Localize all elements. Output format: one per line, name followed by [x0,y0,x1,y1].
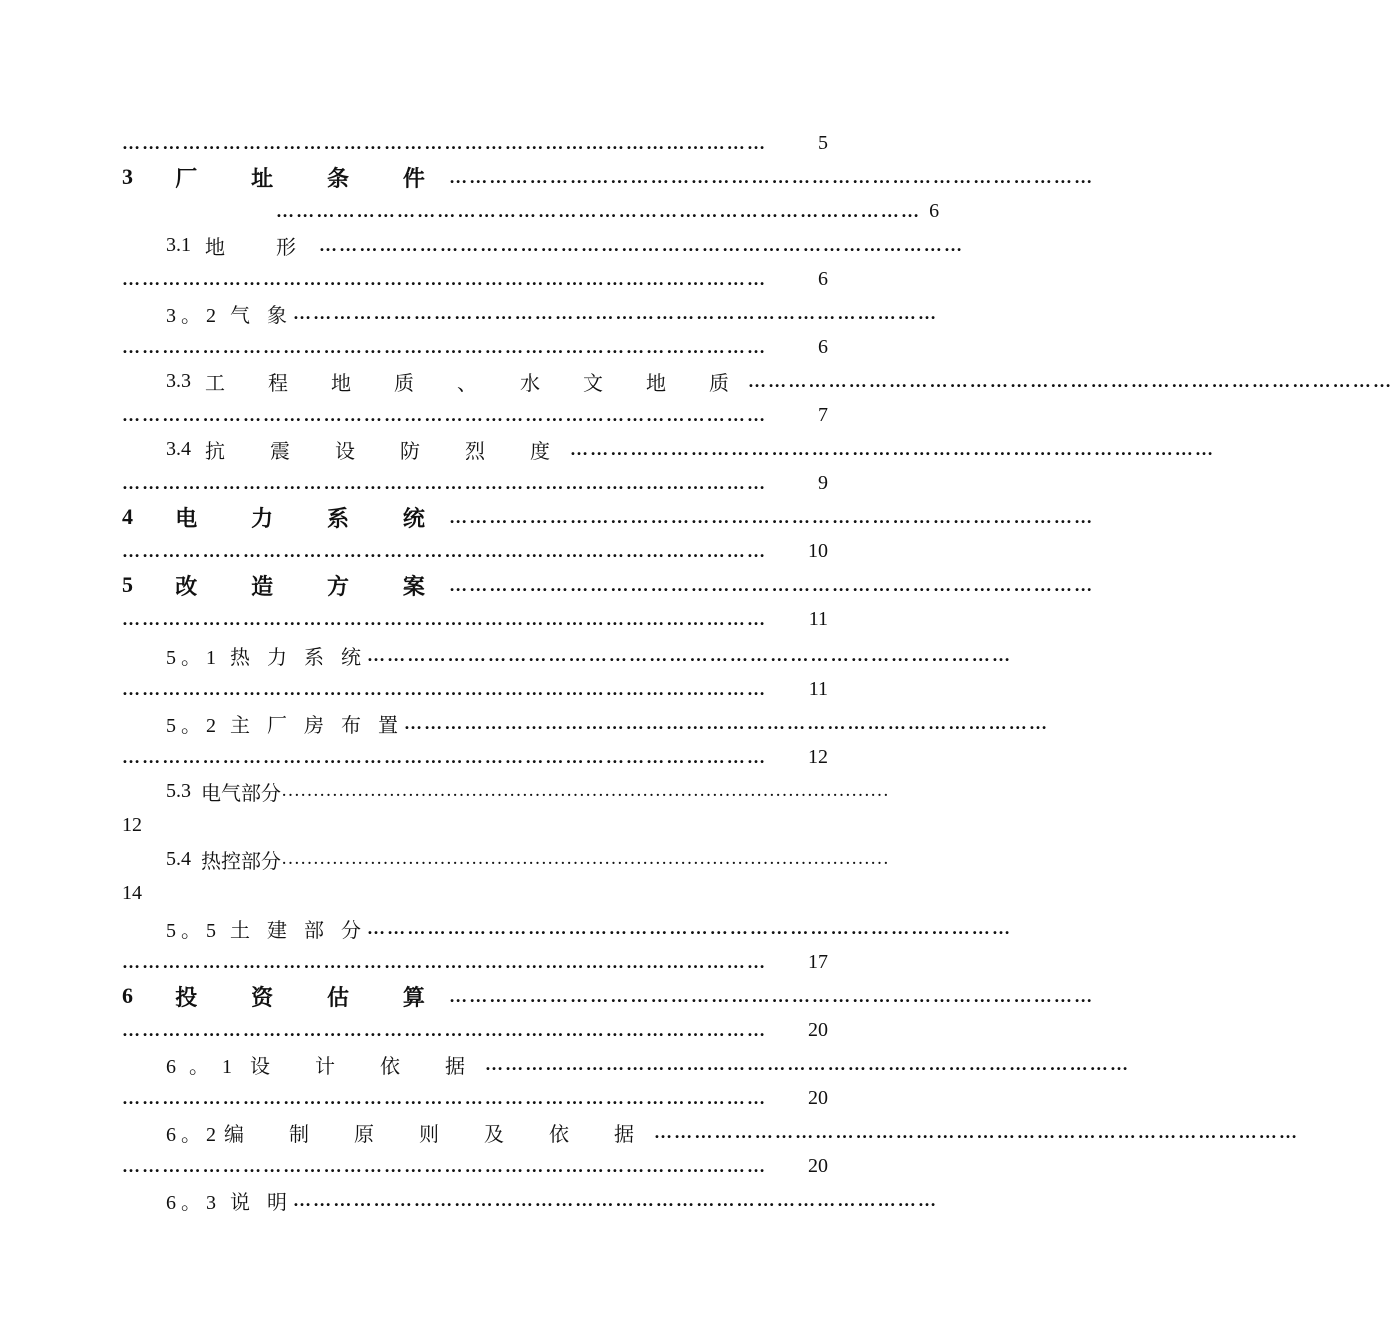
section-title: 热控部分 [201,850,281,873]
section-number: 6 。 2 [166,1123,216,1146]
dot-leader: …………………………………………………………………………………… [654,1121,1300,1142]
section-title: 设 计 依 据 [250,1055,485,1078]
dot-leader: …………………………………………………………………………………… [748,370,1393,391]
dot-leader: …………………………………………………………………………………… [122,608,768,629]
section-title: 编 制 原 则 及 依 据 [224,1123,654,1146]
dot-leader: …………………………………………………………………………………… [122,540,768,561]
toc-continuation-line [122,674,828,704]
section-title: 土 建 部 分 [230,919,367,942]
toc-continuation-line [122,1151,828,1181]
page-number: 6 [929,199,940,222]
toc-entry-3-2[interactable] [166,298,939,328]
toc-continuation-line [122,128,828,158]
page-number: 17 [808,950,828,973]
dot-leader: …………………………………………………………………………………… [485,1053,1131,1074]
section-title: 主 厂 房 布 置 [230,714,404,737]
page-number: 7 [818,403,828,426]
page-number: 20 [808,1086,828,1109]
section-title: 工 程 地 质 、 水 文 地 质 [205,372,748,395]
toc-entry-3-1[interactable] [166,230,965,260]
section-number: 6 。 3 [166,1191,216,1214]
dot-leader: …………………………………………………………………………………… [122,1087,768,1108]
toc-continuation-line [122,810,828,840]
chapter-number: 5 [122,572,158,597]
toc-entry-3-3[interactable] [166,366,1393,396]
section-title: 说 明 [230,1191,293,1214]
dot-leader: …………………………………………………………………………………… [122,1019,768,1040]
dot-leader: …………………………………………………………………………………… [449,506,1095,527]
toc-entry-5-3[interactable] [166,776,889,806]
section-number: 6 。 1 [166,1055,236,1078]
chapter-number: 6 [122,983,158,1008]
section-title: 地 形 [205,236,319,259]
toc-continuation-line [122,878,828,908]
toc-continuation-line [122,536,828,566]
toc-entry-chapter-4[interactable] [122,502,1095,532]
dot-leader: …………………………………………………………………………………… [570,438,1216,459]
page-number: 14 [122,881,142,904]
page-number: 12 [122,813,142,836]
toc-continuation-line [122,264,828,294]
section-number: 3.3 [166,369,191,392]
section-title: 抗 震 设 防 烈 度 [205,440,570,463]
dot-leader: …………………………………………………………………………………… [122,336,768,357]
dot-leader: …………………………………………………………………………………… [367,917,1013,938]
page-number: 6 [818,267,828,290]
chapter-title: 电 力 系 统 [175,505,450,531]
toc-entry-6-3[interactable] [166,1185,939,1215]
section-number: 3.1 [166,233,191,256]
section-number: 3 。 2 [166,304,216,327]
toc-entry-3-4[interactable] [166,434,1216,464]
chapter-title: 投 资 估 算 [175,984,450,1010]
toc-entry-5-1[interactable] [166,640,1013,670]
toc-entry-5-2[interactable] [166,708,1050,738]
dot-leader: …………………………………………………………………………………… [293,1189,939,1210]
page-number: 20 [808,1018,828,1041]
toc-entry-chapter-3[interactable] [122,162,1095,192]
dot-leader: …………………………………………………………………………………… [122,268,768,289]
dot-leader: …………………………………………………………………………………… [122,404,768,425]
dot-leader: …………………………………………………………………………………… [122,1155,768,1176]
toc-continuation-line [122,332,828,362]
page-number: 11 [808,677,828,700]
section-title: 热 力 系 统 [230,646,367,669]
toc-continuation-line [122,1083,828,1113]
toc-entry-chapter-5[interactable] [122,570,1095,600]
dot-leader: …………………………………………………………………………………… [122,678,768,699]
dot-leader: …………………………………………………………………………………… [319,234,965,255]
toc-continuation-line [122,742,828,772]
toc-continuation-line [122,468,828,498]
toc-continuation-line [122,947,828,977]
dot-leader: …………………………………………………………………………………… [122,132,768,153]
dot-leader: …………………………………………………………………………………… [276,200,922,221]
chapter-title: 改 造 方 案 [175,573,450,599]
dot-leader: …………………………………………………………………………………… [281,848,889,869]
chapter-number: 4 [122,504,158,529]
dot-leader: …………………………………………………………………………………… [404,712,1050,733]
section-number: 5 。 5 [166,919,216,942]
toc-continuation-line [122,604,828,634]
toc-entry-5-4[interactable] [166,844,889,874]
toc-entry-chapter-6[interactable] [122,981,1095,1011]
page-number: 11 [808,607,828,630]
page-number: 6 [818,335,828,358]
toc-entry-5-5[interactable] [166,913,1013,943]
page-number: 10 [808,539,828,562]
page-number: 9 [818,471,828,494]
section-number: 3.4 [166,437,191,460]
dot-leader: …………………………………………………………………………………… [122,746,768,767]
chapter-number: 3 [122,164,158,189]
section-number: 5.3 [166,779,191,802]
toc-continuation-line [122,400,828,430]
dot-leader: …………………………………………………………………………………… [449,166,1095,187]
dot-leader: …………………………………………………………………………………… [122,472,768,493]
section-title: 气 象 [230,304,293,327]
toc-continuation-line [122,1015,828,1045]
dot-leader: …………………………………………………………………………………… [367,644,1013,665]
dot-leader: …………………………………………………………………………………… [281,780,889,801]
toc-entry-6-1[interactable] [166,1049,1131,1079]
dot-leader: …………………………………………………………………………………… [449,985,1095,1006]
section-title: 电气部分 [201,782,281,805]
page-number: 5 [818,131,828,154]
dot-leader: …………………………………………………………………………………… [293,302,939,323]
dot-leader: …………………………………………………………………………………… [449,574,1095,595]
section-number: 5 。 1 [166,646,216,669]
page-number: 12 [808,745,828,768]
toc-continuation-line [276,196,940,226]
chapter-title: 厂 址 条 件 [175,165,450,191]
section-number: 5 。 2 [166,714,216,737]
page-number: 20 [808,1154,828,1177]
section-number: 5.4 [166,847,191,870]
toc-entry-6-2[interactable] [166,1117,1300,1147]
dot-leader: …………………………………………………………………………………… [122,951,768,972]
